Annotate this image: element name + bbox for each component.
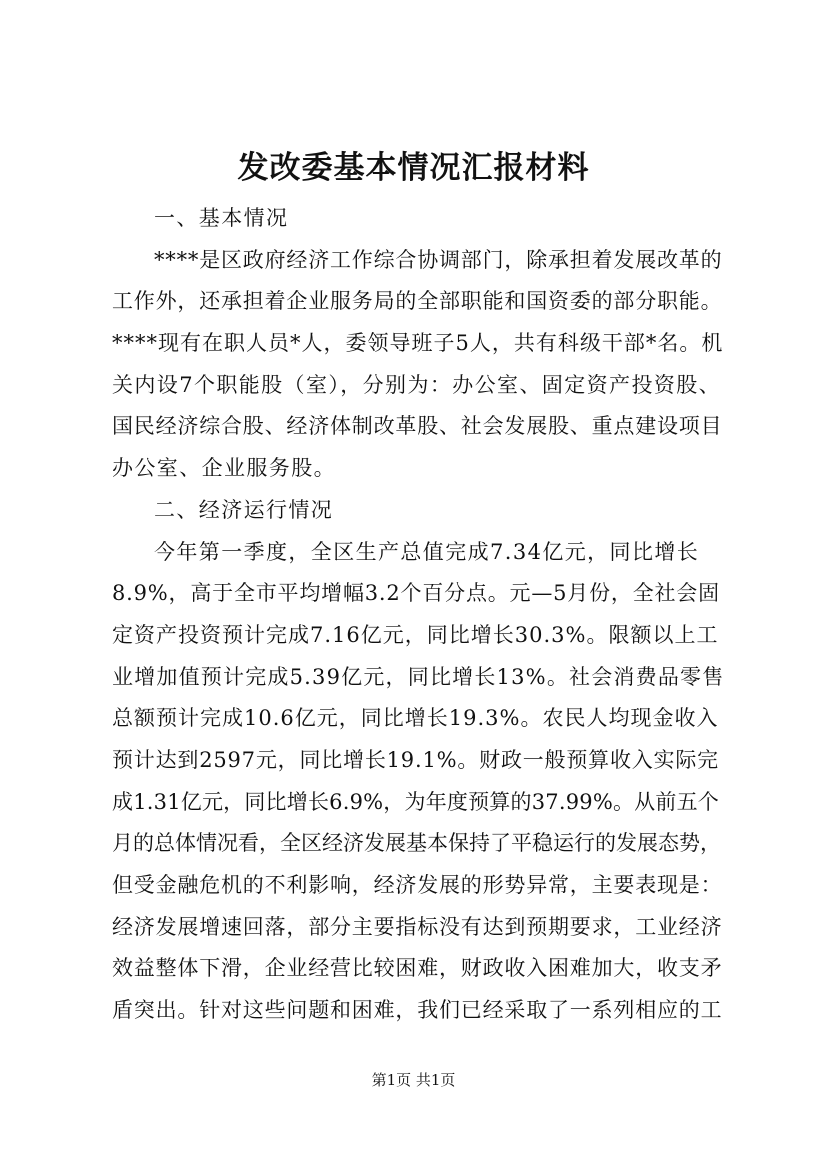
paragraph-line: 工作外，还承担着企业服务局的全部职能和国资委的部分职能。	[112, 289, 723, 314]
paragraph-line: 月的总体情况看，全区经济发展基本保持了平稳运行的发展态势，	[112, 831, 721, 856]
paragraph-line: 关内设7个职能股（室），分别为：办公室、固定资产投资股、	[112, 372, 722, 397]
document-title: 发改委基本情况汇报材料	[237, 150, 590, 186]
paragraph-line: 定资产投资预计完成7.16亿元，同比增长30.3%。限额以上工	[112, 622, 719, 647]
paragraph-line: 办公室、企业服务股。	[112, 456, 336, 481]
paragraph-line: ****是区政府经济工作综合协调部门，除承担着发展改革的	[154, 247, 723, 272]
document-body	[112, 198, 724, 1032]
paragraph-line: 经济发展增速回落，部分主要指标没有达到预期要求，工业经济	[112, 914, 723, 939]
paragraph-line: 总额预计完成10.6亿元，同比增长19.3%。农民人均现金收入	[112, 706, 719, 731]
paragraph-line: 8.9%，高于全市平均增幅3.2个百分点。元—5月份，全社会固	[112, 581, 720, 606]
paragraph-line: 今年第一季度，全区生产总值完成7.34亿元，同比增长	[154, 539, 700, 564]
paragraph-line: 效益整体下滑，企业经营比较困难，财政收入困难加大，收支矛	[112, 956, 723, 981]
section-heading-basic: 一、基本情况	[154, 206, 289, 230]
paragraph-line: 盾突出。针对这些问题和困难，我们已经采取了一系列相应的工	[112, 998, 723, 1023]
paragraph-line: 但受金融危机的不利影响，经济发展的形势异常，主要表现是：	[112, 873, 723, 897]
paragraph-line: ****现有在职人员*人，委领导班子5人，共有科级干部*名。机	[112, 331, 724, 356]
paragraph-line: 国民经济综合股、经济体制改革股、社会发展股、重点建设项目	[112, 414, 723, 439]
paragraph-line: 业增加值预计完成5.39亿元，同比增长13%。社会消费品零售	[112, 664, 725, 689]
section-heading-economy: 二、经济运行情况	[154, 497, 334, 522]
page-footer: 第1页 共1页	[371, 1071, 456, 1089]
paragraph-line: 成1.31亿元，同比增长6.9%，为年度预算的37.99%。从前五个	[112, 789, 719, 814]
paragraph-line: 预计达到2597元，同比增长19.1%。财政一般预算收入实际完	[112, 747, 719, 772]
